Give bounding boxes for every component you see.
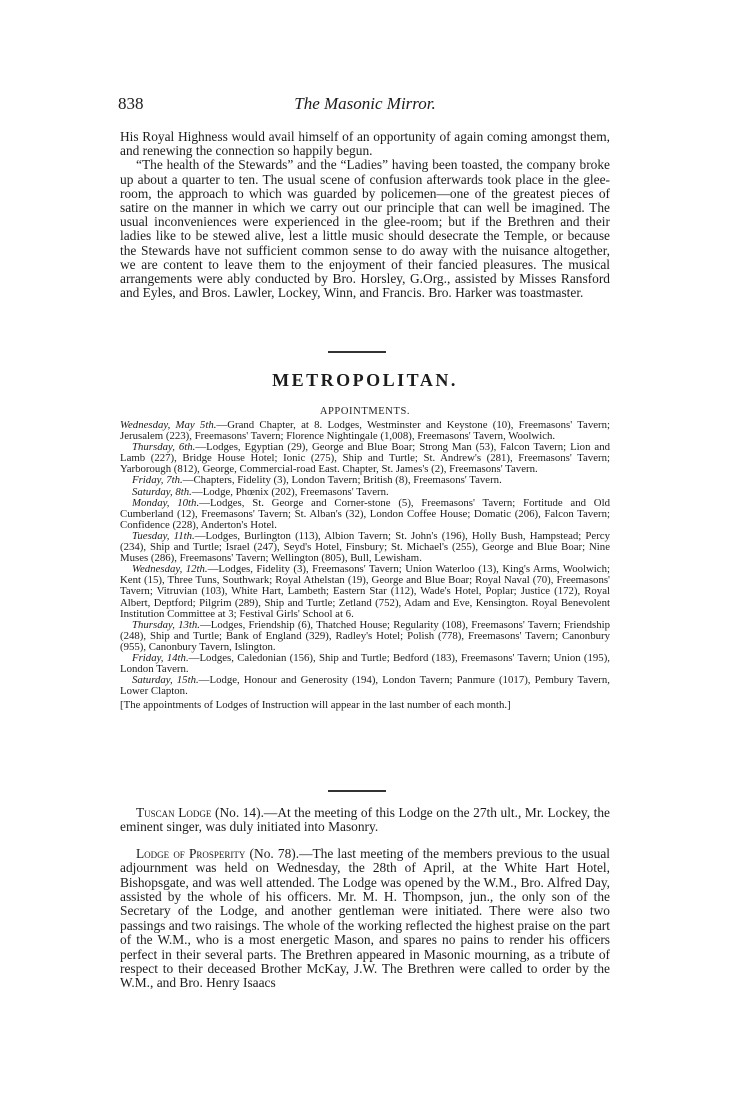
- section-title: METROPOLITAN.: [272, 370, 458, 390]
- intro-paragraph: “The health of the Stewards” and the “Ladies” having been toasted, the company broke up about a quarter to ten. The usual scene of confusion afterwards took place in the glee-room, the approach to which was guarded by policemen—one of the greatest pieces of satire on the manner in which we carry out our principle that can well be imagined. The usual inconveniences were experienced in the glee-room; but if the Brethren and their ladies like to be stewed alive, lest a little music should desecrate the Temple, or because the Stewards have not sufficient common sense to do away with the nuisance altogether, we are content to leave them to the enjoyment of their fancied pleasures. The musical arrangements were ably conducted by Bro. Horsley, G.Org., assisted by Misses Ransford and Eyles, and Bros. Lawler, Lockey, Winn, and Francis. Bro. Harker was toastmaster.: [120, 157, 610, 301]
- page-header: [118, 94, 612, 118]
- appointment-day: Saturday, 15th.: [132, 674, 199, 687]
- appointment-day: Wednesday, 12th.: [132, 563, 208, 576]
- appointment-day: Friday, 7th.: [132, 474, 183, 487]
- appointment-text: —Lodges, Egyptian (29), George and Blue Boar; Strong Man (53), Falcon Tavern; Lion and Lamb (227), Bridge House Hotel; Ionic (275), Ship and Turtle; St. Andrew's (281), Freemasons' Tavern; Yarborough (812), George, Commercial-road East. Chapter, St. James's (2), Freemasons' Tavern.: [120, 441, 610, 476]
- appointment-entry: [120, 564, 610, 619]
- section-divider: [328, 790, 386, 792]
- report-text: (No. 78).—The last meeting of the members previous to the usual adjournment was held on Wednesday, the 28th of April, at the White Hart Hotel, Bishopsgate, and was well attended. The Lodge was opened by the W.M., Bro. Alfred Day, assisted by the whole of his officers. Mr. M. H. Thompson, jun., the only son of the Secretary of the Lodge, and another gentleman were initiated. There were also two passings and two raisings. The whole of the working reflected the highest praise on the part of the W.M., who is a most energetic Mason, and spares no pains to render his officers perfect in their several parts. The Brethren appeared in Masonic mourning, as a tribute of respect to their deceased Brother McKay, J.W. The Brethren were called to order by the W.M., and Bro. Henry Isaacs: [120, 845, 610, 991]
- appointment-day: Wednesday, May 5th.: [120, 419, 217, 431]
- appointment-text: —Grand Chapter, at 8. Lodges, Westminster and Keystone (10), Freemasons' Tavern; Jerusalem (223), Freemasons' Tavern; Florence Nightingale (1,008), Freemasons' Tavern, Woolwich.: [120, 419, 611, 443]
- appointment-entry: [120, 442, 610, 475]
- running-title: The Masonic Mirror.: [294, 94, 436, 113]
- appointment-entry: [120, 653, 610, 675]
- appointment-day: Thursday, 6th.: [132, 441, 196, 454]
- appointment-text: —Chapters, Fidelity (3), London Tavern; British (8), Freemasons' Tavern.: [182, 474, 502, 487]
- appointment-text: —Lodges, Caledonian (156), Ship and Turtle; Bedford (183), Freemasons' Tavern; Union (195), London Tavern.: [120, 651, 610, 676]
- lodge-report: [120, 847, 610, 991]
- appointment-day: Saturday, 8th.: [132, 485, 192, 498]
- appointment-entry: [120, 498, 610, 531]
- appointment-day: Friday, 14th.: [132, 651, 189, 664]
- appointment-text: —Lodges, Fidelity (3), Freemasons' Tavern; Union Waterloo (13), King's Arms, Woolwich; Kent (15), Three Tuns, Southwark; Royal Athelstan (19), George and Blue Boar; Royal Naval (70), Freemasons' Tavern; Vitruvian (103), White Hart, Lambeth; Eastern Star (112), Wade's Hotel, Poplar; Justice (172), Royal Albert, Deptford; Pilgrim (289), Ship and Turtle; Zetland (752), Adam and Eve, Kensington. Royal Benevolent Institution Committee at 3; Festival Girls' School at 6.: [120, 563, 610, 620]
- appointment-day: Tuesday, 11th.: [132, 529, 195, 542]
- lodge-reports: [120, 806, 610, 991]
- appointment-entry: [120, 420, 610, 442]
- intro-text: [120, 130, 610, 300]
- appointments-list: [120, 420, 610, 711]
- appointment-day: Thursday, 13th.: [132, 618, 200, 631]
- section-divider: [328, 351, 386, 353]
- lodge-name: Lodge of Prosperity: [136, 845, 246, 861]
- page-number: 838: [118, 94, 144, 113]
- appointment-entry: [120, 620, 610, 653]
- appointment-day: Monday, 10th.: [132, 496, 200, 509]
- intro-paragraph: His Royal Highness would avail himself of an opportunity of again coming amongst them, and renewing the connection so happily begun.: [120, 129, 610, 159]
- appointment-text: —Lodge, Honour and Generosity (194), London Tavern; Panmure (1017), Pembury Tavern, Lower Clapton.: [120, 674, 610, 698]
- appointment-text: —Lodges, Burlington (113), Albion Tavern; St. John's (196), Holly Bush, Hampstead; Percy (234), Ship and Turtle; Israel (247), Seyd's Hotel, Finsbury; St. Michael's (255), George and Blue Boar; Nine Muses (286), Freemasons' Tavern; Wellington (805), Bull, Lewisham.: [120, 529, 610, 565]
- appointment-text: —Lodge, Phœnix (202), Freemasons' Tavern.: [191, 485, 389, 498]
- lodge-report: [120, 806, 610, 835]
- appointment-text: —Lodges, St. George and Corner-stone (5), Freemasons' Tavern; Fortitude and Old Cumberland (12), Freemasons' Tavern; St. Alban's (32), London Coffee House; Domatic (206), Falcon Tavern; Confidence (228), Anderton's Hotel.: [120, 496, 610, 531]
- lodge-name: Tuscan Lodge: [136, 805, 212, 820]
- appointment-entry: [120, 675, 610, 697]
- appointment-text: —Lodges, Friendship (6), Thatched House; Regularity (108), Freemasons' Tavern; Friendship (248), Ship and Turtle; Bank of England (329), Radley's Hotel; Polish (778), Freemasons' Tavern; Canonbury (955), Canonbury Tavern, Islington.: [120, 618, 610, 653]
- appointment-entry: [120, 531, 610, 564]
- appointments-heading: APPOINTMENTS.: [319, 406, 411, 417]
- appointments-note: [The appointments of Lodges of Instruction will appear in the last number of each month.]: [120, 699, 511, 712]
- report-text: (No. 14).—At the meeting of this Lodge on the 27th ult., Mr. Lockey, the eminent singer, was duly initiated into Masonry.: [120, 805, 610, 835]
